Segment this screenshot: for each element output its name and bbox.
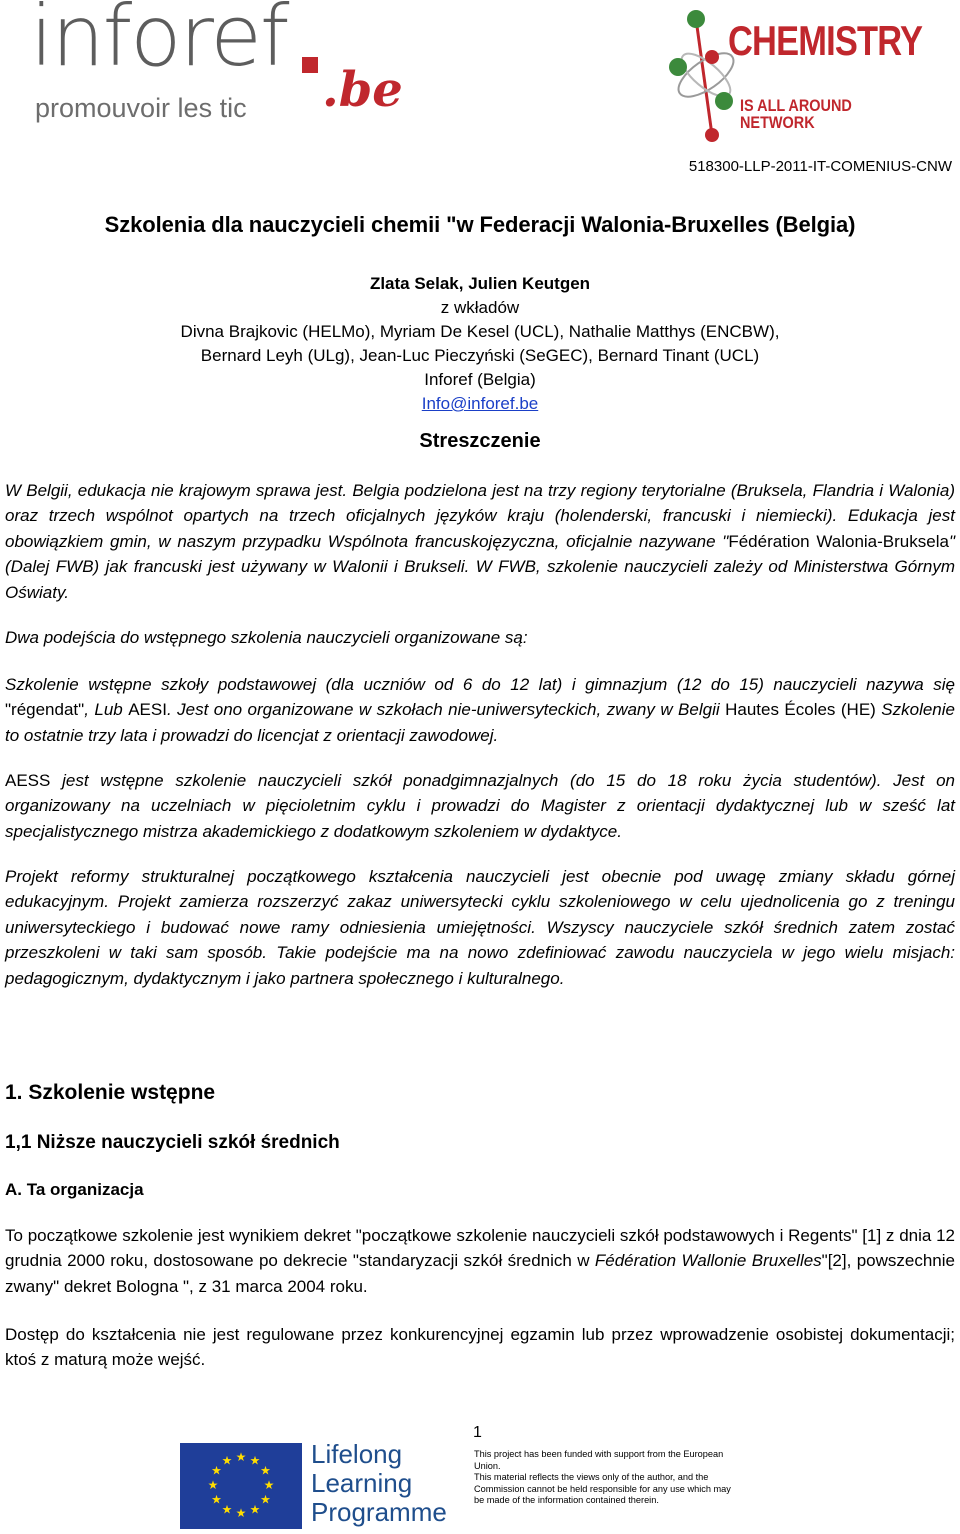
section-heading-1: 1. Szkolenie wstępne <box>5 1081 216 1104</box>
llp-logo-text <box>311 1440 447 1527</box>
paragraph-aess <box>5 768 955 844</box>
svg-text:★: ★ <box>235 1506 247 1520</box>
organisation: Inforef (Belgia) <box>424 370 536 389</box>
contributions-label: z wkładów <box>440 298 520 317</box>
chemistry-wordmark: CHEMISTRY <box>728 17 923 64</box>
inforef-logo <box>30 0 403 135</box>
svg-text:★: ★ <box>249 1453 261 1468</box>
llp-line-2: Learning <box>311 1468 413 1498</box>
paragraph-intro <box>5 478 955 605</box>
contributors-line-1: Divna Brajkovic (HELMo), Myriam De Kesel (UCL), Nathalie Matthys (ENCBW), <box>180 322 780 341</box>
text-run: To początkowe szkolenie jest wynikiem dekret "początkowe szkolenie nauczycieli szkół podstawowych i Regents" [1] z dnia 12 grudnia 2000 roku, dostosowane po dekrecie "standaryzacji szkół średnich w <box>5 1226 955 1271</box>
author-names: Zlata Selak, Julien Keutgen <box>369 274 591 293</box>
text-run: AESI <box>128 700 167 720</box>
svg-text:★: ★ <box>235 1450 247 1464</box>
paragraph-decree <box>5 1223 955 1299</box>
text-run: Dostęp do kształcenia nie jest regulowane przez konkurencyjnej egzamin lub przez wprowadzenie osobistej dokumentacji; ktoś z maturą może wejść. <box>5 1325 955 1370</box>
text-run: Szkolenie to ostatnie trzy lata i prowadzi do licencjat z orientacji zawodowej. <box>5 700 955 745</box>
text-run: Projekt reformy strukturalnej początkowego kształcenia nauczycieli jest obecnie pod uwagę zmiany składu górnej edukacyjnym. Projekt zamierza rozszerzyć zakaz uniwersytecki cyklu szkoleniowego w celu ujednolicenia go z treningu uniwersyteckiego i budować nowe ramy odniesienia umiejętności. Wszyscy nauczyciele szkół średnich zatem zostać przeszkoleni w taki sam sposób. Takie podejście ma na nowo zdefiniować zawodu nauczyciela w jego wielu misjach: pedagogicznym, dydaktycznym i jako partnera społecznego i kulturalnego. <box>5 867 955 988</box>
inforef-tagline: promouvoir les tic <box>35 93 247 123</box>
svg-text:★: ★ <box>211 1492 222 1507</box>
project-code: 518300-LLP-2011-IT-COMENIUS-CNW <box>688 158 952 175</box>
inforef-wordmark: inforef <box>30 0 288 85</box>
text-run: jest wstępne szkolenie nauczycieli szkół ponadgimnazjalnych (do 15 do 18 roku życia studentów). Jest on organizowany na uczelniach w pięcioletnim cyklu i prowadzi do Magister z orientacji dydaktycznej lub w sześć lat specjalistycznego mistrza akademickiego z dodatkowym szkoleniem w dydaktyce. <box>5 771 955 841</box>
email-link[interactable]: Info@inforef.be <box>421 394 539 413</box>
svg-text:★: ★ <box>249 1502 261 1517</box>
eu-flag-icon <box>180 1443 302 1529</box>
inforef-be-suffix: .be <box>322 62 403 118</box>
llp-line-3: Programme <box>311 1497 447 1527</box>
chemistry-subtitle: IS ALL AROUND NETWORK <box>740 96 852 132</box>
svg-text:★: ★ <box>260 1492 271 1507</box>
section-heading-a: A. Ta organizacja <box>5 1180 144 1199</box>
abstract-heading: Streszczenie <box>419 430 541 452</box>
svg-text:★: ★ <box>260 1463 271 1478</box>
text-run: "[2], powszechnie zwany" dekret Bologna ", z 31 marca 2004 roku. <box>5 1251 955 1296</box>
text-run: "régendat" <box>5 700 85 720</box>
paragraph-primary-training <box>5 672 955 748</box>
disclaimer-line-1: This project has been funded with support from the European Union. <box>474 1449 724 1471</box>
text-run: AESS <box>5 771 51 790</box>
inforef-dot <box>302 57 318 73</box>
paragraph-intro-end: "(Dalej FWB) jak francuski jest używany w Walonii i Brukseli. W FWB, szkolenie nauczycieli zależy od Ministerstwa Górnym Oświaty. <box>5 531 955 602</box>
email-link-row <box>0 392 960 416</box>
document-title: Szkolenia dla nauczycieli chemii "w Federacji Walonia-Bruxelles (Belgia) <box>104 212 856 237</box>
disclaimer-line-2: This material reflects the views only of the author, and the Commission cannot be held responsible for any use which may be made of the information contained therein. <box>474 1472 731 1506</box>
eu-disclaimer <box>474 1449 734 1507</box>
text-run: . Jest ono organizowane w szkołach nie-uniwersyteckich, zwany w Belgii <box>166 700 726 720</box>
page-number: 1 <box>473 1424 482 1441</box>
svg-text:★: ★ <box>221 1502 233 1517</box>
svg-text:★: ★ <box>221 1453 233 1468</box>
contributors-line-2: Bernard Leyh (ULg), Jean-Luc Pieczyński (SeGEC), Bernard Tinant (UCL) <box>200 346 760 365</box>
text-run: Fédération Wallonie Bruxelles <box>594 1251 822 1271</box>
text-run: , Lub <box>84 700 129 720</box>
eu-stars <box>180 1443 302 1529</box>
text-run: Szkolenie wstępne szkoły podstawowej (dla uczniów od 6 do 12 lat) i gimnazjum (12 do 15) nauczycieli nazywa się <box>5 675 955 694</box>
paragraph-intro-text: W Belgii, edukacja nie krajowym sprawa jest. Belgia podzielona jest na trzy regiony terytorialne (Bruksela, Flandria i Walonia) oraz trzech wspólnot opartych na trzech oficjalnych języków kraju (holenderski, francuski i niemiecki). Edukacja jest obowiązkiem gmin, w naszym przypadku Wspólnota francuskojęzyczna, oficjalnie nazywane " <box>5 481 955 551</box>
paragraph-approaches-text: Dwa podejścia do wstępnego szkolenia nauczycieli organizowane są: <box>5 628 528 647</box>
llp-line-1: Lifelong <box>311 1439 403 1469</box>
paragraph-access <box>5 1322 955 1373</box>
svg-text:★: ★ <box>207 1478 219 1492</box>
svg-text:★: ★ <box>211 1463 222 1478</box>
federation-name: Fédération Walonia-Bruksela <box>728 531 949 551</box>
paragraph-reform <box>5 864 955 991</box>
section-heading-1-1: 1,1 Niższe nauczycieli szkół średnich <box>5 1132 340 1153</box>
svg-text:★: ★ <box>263 1478 275 1492</box>
chemistry-logo <box>668 5 940 143</box>
paragraph-approaches <box>5 625 955 650</box>
text-run: Hautes Écoles (HE) <box>725 700 876 720</box>
